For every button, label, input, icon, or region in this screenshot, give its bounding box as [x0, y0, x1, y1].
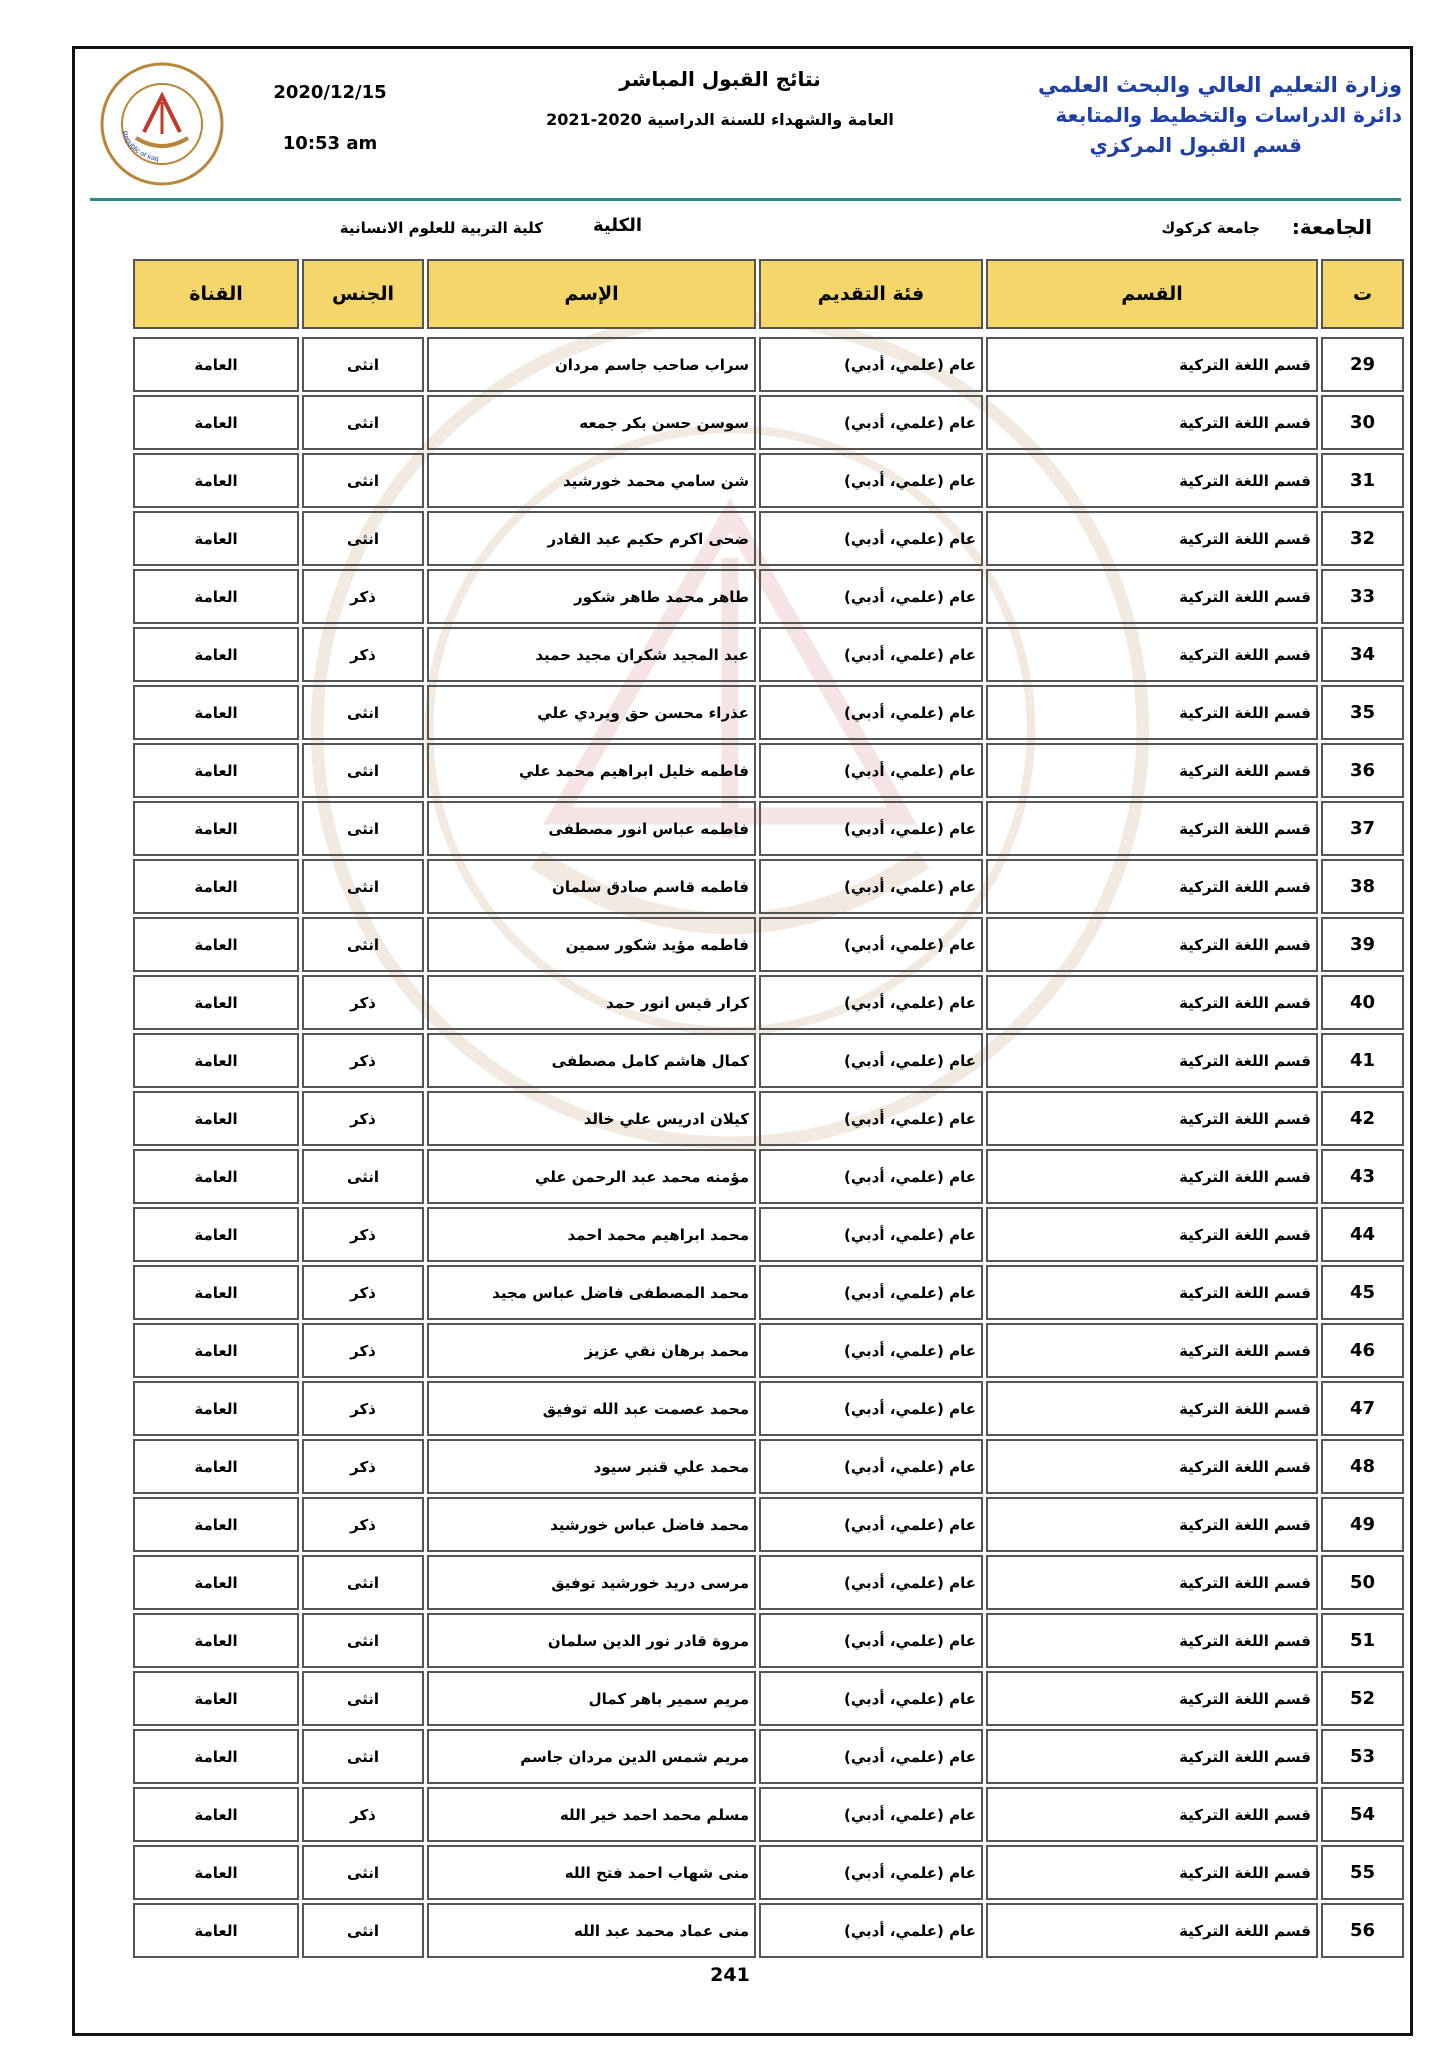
college-label: الكلية [592, 215, 642, 236]
table-row [133, 1265, 1404, 1320]
cell-serial: 36 [1321, 743, 1404, 798]
cell-name: عذراء محسن حق ويردي علي [427, 685, 756, 740]
cell-gender: انثى [302, 511, 424, 566]
cell-channel: العامة [133, 511, 299, 566]
cell-name: محمد علي قنبر سيود [427, 1439, 756, 1494]
cell-serial: 50 [1321, 1555, 1404, 1610]
university-value: جامعة كركوك [1161, 219, 1260, 237]
cell-serial: 32 [1321, 511, 1404, 566]
cell-channel: العامة [133, 1903, 299, 1958]
cell-gender: انثى [302, 1555, 424, 1610]
university-label: الجامعة: [1291, 215, 1372, 239]
cell-channel: العامة [133, 1091, 299, 1146]
cell-gender: ذكر [302, 1787, 424, 1842]
cell-name: منى عماد محمد عبد الله [427, 1903, 756, 1958]
cell-channel: العامة [133, 1381, 299, 1436]
cell-name: طاهر محمد طاهر شكور [427, 569, 756, 624]
ministry-block [982, 70, 1402, 160]
cell-serial: 29 [1321, 337, 1404, 392]
cell-category: عام (علمي، أدبي) [759, 395, 983, 450]
cell-name: محمد المصطفى فاضل عباس مجيد [427, 1265, 756, 1320]
cell-department: قسم اللغة التركية [986, 1729, 1318, 1784]
cell-department: قسم اللغة التركية [986, 975, 1318, 1030]
cell-serial: 55 [1321, 1845, 1404, 1900]
cell-gender: ذكر [302, 1207, 424, 1262]
cell-gender: ذكر [302, 1381, 424, 1436]
table-row [133, 859, 1404, 914]
cell-name: فاطمه قاسم صادق سلمان [427, 859, 756, 914]
ministry-logo [100, 62, 224, 186]
cell-department: قسم اللغة التركية [986, 1845, 1318, 1900]
cell-department: قسم اللغة التركية [986, 511, 1318, 566]
cell-name: ضحى اكرم حكيم عبد القادر [427, 511, 756, 566]
cell-serial: 34 [1321, 627, 1404, 682]
header-department: القسم [986, 259, 1318, 329]
cell-channel: العامة [133, 627, 299, 682]
cell-category: عام (علمي، أدبي) [759, 1497, 983, 1552]
table-row [133, 1497, 1404, 1552]
cell-department: قسم اللغة التركية [986, 395, 1318, 450]
cell-serial: 41 [1321, 1033, 1404, 1088]
cell-channel: العامة [133, 1729, 299, 1784]
cell-name: محمد برهان نقي عزيز [427, 1323, 756, 1378]
cell-serial: 33 [1321, 569, 1404, 624]
cell-gender: ذكر [302, 1439, 424, 1494]
cell-channel: العامة [133, 801, 299, 856]
cell-name: سراب صاحب جاسم مردان [427, 337, 756, 392]
cell-name: عبد المجيد شكران مجيد حميد [427, 627, 756, 682]
cell-channel: العامة [133, 569, 299, 624]
cell-category: عام (علمي، أدبي) [759, 627, 983, 682]
cell-gender: انثى [302, 801, 424, 856]
cell-channel: العامة [133, 743, 299, 798]
cell-serial: 43 [1321, 1149, 1404, 1204]
cell-gender: انثى [302, 337, 424, 392]
cell-category: عام (علمي، أدبي) [759, 1323, 983, 1378]
table-body [133, 332, 1404, 1958]
table-row [133, 801, 1404, 856]
cell-name: شن سامي محمد خورشيد [427, 453, 756, 508]
cell-category: عام (علمي، أدبي) [759, 1265, 983, 1320]
cell-channel: العامة [133, 1787, 299, 1842]
cell-category: عام (علمي، أدبي) [759, 743, 983, 798]
cell-category: عام (علمي، أدبي) [759, 1555, 983, 1610]
cell-category: عام (علمي، أدبي) [759, 569, 983, 624]
cell-gender: انثى [302, 1149, 424, 1204]
cell-serial: 54 [1321, 1787, 1404, 1842]
cell-gender: ذكر [302, 627, 424, 682]
cell-gender: ذكر [302, 569, 424, 624]
cell-name: مريم شمس الدين مردان جاسم [427, 1729, 756, 1784]
print-date: 2020/12/15 [273, 82, 387, 103]
cell-serial: 35 [1321, 685, 1404, 740]
cell-name: فاطمه خليل ابراهيم محمد علي [427, 743, 756, 798]
table-row [133, 1555, 1404, 1610]
cell-name: فاطمه مؤيد شكور سمين [427, 917, 756, 972]
cell-gender: ذكر [302, 1265, 424, 1320]
cell-name: محمد ابراهيم محمد احمد [427, 1207, 756, 1262]
cell-gender: انثى [302, 685, 424, 740]
table-row [133, 1729, 1404, 1784]
cell-name: فاطمه عباس انور مصطفى [427, 801, 756, 856]
table-row [133, 337, 1404, 392]
page-number: 241 [710, 1964, 750, 1986]
cell-gender: انثى [302, 395, 424, 450]
cell-serial: 31 [1321, 453, 1404, 508]
cell-department: قسم اللغة التركية [986, 1555, 1318, 1610]
print-time: 10:53 am [282, 133, 378, 154]
cell-channel: العامة [133, 859, 299, 914]
cell-name: كرار قيس انور حمد [427, 975, 756, 1030]
cell-department: قسم اللغة التركية [986, 1207, 1318, 1262]
cell-name: محمد فاضل عباس خورشيد [427, 1497, 756, 1552]
header-gender: الجنس [302, 259, 424, 329]
svg-text:Republic of Iraq: Republic of Iraq [120, 130, 160, 164]
cell-category: عام (علمي، أدبي) [759, 1787, 983, 1842]
table-row [133, 1787, 1404, 1842]
cell-category: عام (علمي، أدبي) [759, 1903, 983, 1958]
admission-table [130, 256, 1407, 1961]
cell-gender: ذكر [302, 1033, 424, 1088]
cell-gender: انثى [302, 1613, 424, 1668]
cell-serial: 38 [1321, 859, 1404, 914]
cell-category: عام (علمي، أدبي) [759, 1845, 983, 1900]
cell-serial: 40 [1321, 975, 1404, 1030]
table-row [133, 975, 1404, 1030]
cell-serial: 39 [1321, 917, 1404, 972]
cell-channel: العامة [133, 1149, 299, 1204]
cell-channel: العامة [133, 1497, 299, 1552]
table-row [133, 1149, 1404, 1204]
college-value: كلية التربية للعلوم الانسانية [339, 219, 543, 237]
cell-department: قسم اللغة التركية [986, 859, 1318, 914]
table-row [133, 1033, 1404, 1088]
table-row [133, 1381, 1404, 1436]
cell-category: عام (علمي، أدبي) [759, 801, 983, 856]
cell-serial: 47 [1321, 1381, 1404, 1436]
cell-serial: 49 [1321, 1497, 1404, 1552]
cell-serial: 30 [1321, 395, 1404, 450]
cell-department: قسم اللغة التركية [986, 453, 1318, 508]
cell-category: عام (علمي، أدبي) [759, 1439, 983, 1494]
header-channel: القناة [133, 259, 299, 329]
cell-category: عام (علمي، أدبي) [759, 1381, 983, 1436]
cell-department: قسم اللغة التركية [986, 1439, 1318, 1494]
table-row [133, 395, 1404, 450]
table-row [133, 917, 1404, 972]
cell-channel: العامة [133, 1033, 299, 1088]
cell-name: سوسن حسن بكر جمعه [427, 395, 756, 450]
cell-name: محمد عصمت عبد الله توفيق [427, 1381, 756, 1436]
cell-category: عام (علمي، أدبي) [759, 685, 983, 740]
cell-gender: ذكر [302, 975, 424, 1030]
cell-serial: 44 [1321, 1207, 1404, 1262]
section-name: قسم القبول المركزي [1089, 133, 1302, 157]
table-row [133, 453, 1404, 508]
cell-category: عام (علمي، أدبي) [759, 453, 983, 508]
cell-gender: انثى [302, 743, 424, 798]
cell-channel: العامة [133, 1555, 299, 1610]
cell-department: قسم اللغة التركية [986, 1903, 1318, 1958]
cell-channel: العامة [133, 917, 299, 972]
table-row [133, 1903, 1404, 1958]
cell-category: عام (علمي، أدبي) [759, 1671, 983, 1726]
header-category: فئة التقديم [759, 259, 983, 329]
cell-category: عام (علمي، أدبي) [759, 1033, 983, 1088]
table-row [133, 511, 1404, 566]
cell-gender: انثى [302, 1845, 424, 1900]
cell-department: قسم اللغة التركية [986, 917, 1318, 972]
cell-department: قسم اللغة التركية [986, 801, 1318, 856]
cell-category: عام (علمي، أدبي) [759, 1149, 983, 1204]
cell-category: عام (علمي، أدبي) [759, 1613, 983, 1668]
cell-name: مروة قادر نور الدين سلمان [427, 1613, 756, 1668]
table-row [133, 1671, 1404, 1726]
cell-serial: 45 [1321, 1265, 1404, 1320]
cell-category: عام (علمي، أدبي) [759, 859, 983, 914]
cell-name: كيلان ادريس علي خالد [427, 1091, 756, 1146]
department-name: دائرة الدراسات والتخطيط والمتابعة [1055, 103, 1402, 127]
cell-name: مرسى دريد خورشيد توفيق [427, 1555, 756, 1610]
cell-gender: انثى [302, 1729, 424, 1784]
table-row [133, 1207, 1404, 1262]
cell-department: قسم اللغة التركية [986, 743, 1318, 798]
cell-serial: 52 [1321, 1671, 1404, 1726]
cell-category: عام (علمي، أدبي) [759, 1729, 983, 1784]
table-header-row [133, 259, 1404, 329]
cell-channel: العامة [133, 337, 299, 392]
cell-department: قسم اللغة التركية [986, 569, 1318, 624]
cell-serial: 48 [1321, 1439, 1404, 1494]
cell-channel: العامة [133, 1439, 299, 1494]
cell-department: قسم اللغة التركية [986, 1149, 1318, 1204]
cell-category: عام (علمي، أدبي) [759, 917, 983, 972]
table-row [133, 1439, 1404, 1494]
cell-department: قسم اللغة التركية [986, 1497, 1318, 1552]
cell-channel: العامة [133, 1845, 299, 1900]
header-name: الإسم [427, 259, 756, 329]
table-row [133, 627, 1404, 682]
meta-row [100, 207, 1396, 243]
cell-gender: انثى [302, 1671, 424, 1726]
cell-category: عام (علمي، أدبي) [759, 337, 983, 392]
cell-category: عام (علمي، أدبي) [759, 1207, 983, 1262]
cell-gender: انثى [302, 1903, 424, 1958]
cell-department: قسم اللغة التركية [986, 337, 1318, 392]
cell-department: قسم اللغة التركية [986, 1671, 1318, 1726]
cell-gender: ذكر [302, 1091, 424, 1146]
document-title: نتائج القبول المباشر [619, 67, 821, 91]
cell-name: مؤمنه محمد عبد الرحمن علي [427, 1149, 756, 1204]
cell-department: قسم اللغة التركية [986, 1091, 1318, 1146]
table-row [133, 1091, 1404, 1146]
cell-department: قسم اللغة التركية [986, 685, 1318, 740]
cell-name: مريم سمير باهر كمال [427, 1671, 756, 1726]
cell-category: عام (علمي، أدبي) [759, 511, 983, 566]
cell-channel: العامة [133, 1265, 299, 1320]
cell-serial: 46 [1321, 1323, 1404, 1378]
cell-channel: العامة [133, 395, 299, 450]
cell-department: قسم اللغة التركية [986, 1787, 1318, 1842]
document-heading [520, 64, 920, 134]
cell-department: قسم اللغة التركية [986, 1033, 1318, 1088]
cell-gender: ذكر [302, 1323, 424, 1378]
cell-channel: العامة [133, 1323, 299, 1378]
cell-department: قسم اللغة التركية [986, 627, 1318, 682]
cell-name: كمال هاشم كامل مصطفى [427, 1033, 756, 1088]
document-subtitle: العامة والشهداء للسنة الدراسية 2020-2021 [546, 110, 894, 129]
cell-gender: انثى [302, 917, 424, 972]
cell-serial: 42 [1321, 1091, 1404, 1146]
cell-channel: العامة [133, 1207, 299, 1262]
cell-department: قسم اللغة التركية [986, 1323, 1318, 1378]
cell-department: قسم اللغة التركية [986, 1381, 1318, 1436]
cell-category: عام (علمي، أدبي) [759, 1091, 983, 1146]
cell-channel: العامة [133, 1671, 299, 1726]
cell-gender: انثى [302, 859, 424, 914]
timestamp [260, 82, 400, 154]
cell-channel: العامة [133, 685, 299, 740]
cell-gender: ذكر [302, 1497, 424, 1552]
cell-name: مسلم محمد احمد خير الله [427, 1787, 756, 1842]
cell-channel: العامة [133, 975, 299, 1030]
cell-serial: 37 [1321, 801, 1404, 856]
cell-name: منى شهاب احمد فتح الله [427, 1845, 756, 1900]
cell-serial: 51 [1321, 1613, 1404, 1668]
table-row [133, 1845, 1404, 1900]
cell-channel: العامة [133, 1613, 299, 1668]
table-row [133, 1613, 1404, 1668]
header-serial: ت [1321, 259, 1404, 329]
table-row [133, 743, 1404, 798]
cell-serial: 56 [1321, 1903, 1404, 1958]
cell-channel: العامة [133, 453, 299, 508]
ministry-name: وزارة التعليم العالي والبحث العلمي [1037, 73, 1402, 97]
cell-department: قسم اللغة التركية [986, 1613, 1318, 1668]
header-divider [90, 198, 1401, 201]
table-row [133, 685, 1404, 740]
table-row [133, 569, 1404, 624]
cell-serial: 53 [1321, 1729, 1404, 1784]
cell-department: قسم اللغة التركية [986, 1265, 1318, 1320]
cell-gender: انثى [302, 453, 424, 508]
cell-category: عام (علمي، أدبي) [759, 975, 983, 1030]
table-row [133, 1323, 1404, 1378]
